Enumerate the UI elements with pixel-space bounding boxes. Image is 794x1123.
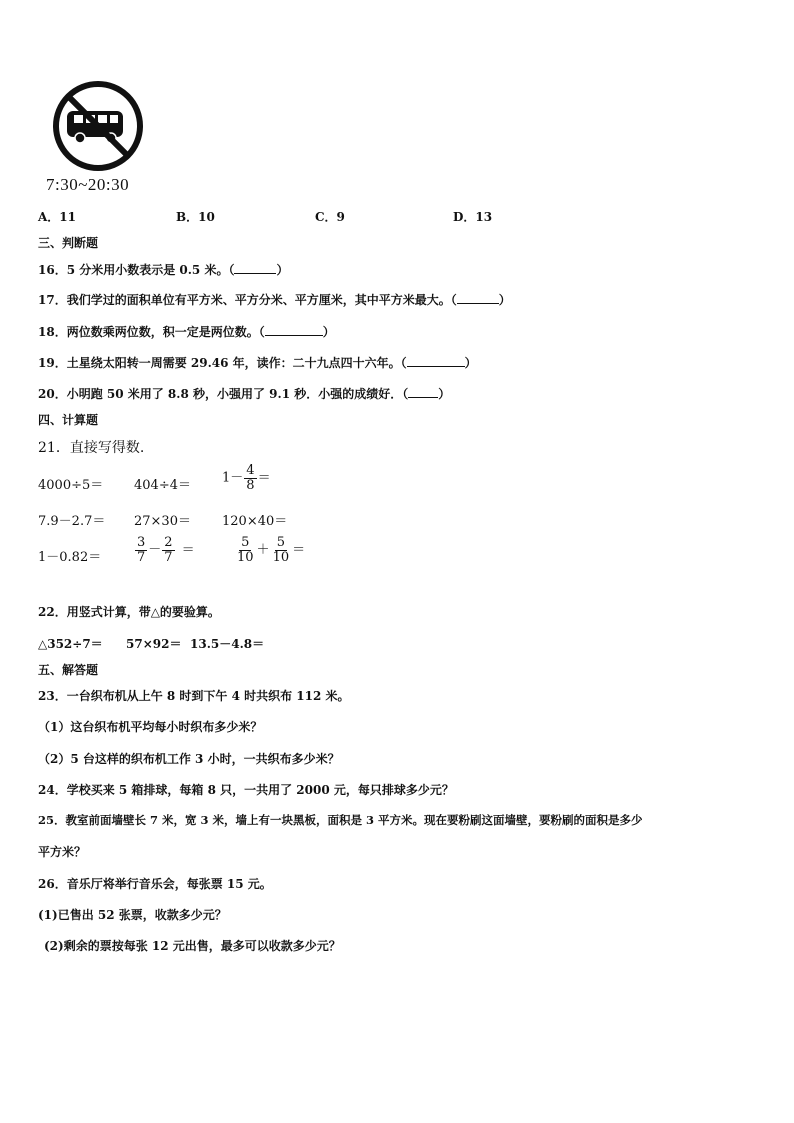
question-17: [38, 291, 511, 308]
vertical-calc-item: △352÷7＝: [38, 637, 103, 651]
numerator: 4: [246, 463, 255, 478]
denominator: 8: [246, 477, 255, 493]
answer-blank[interactable]: [234, 272, 276, 274]
question-21-title: 21．直接写得数.: [38, 440, 145, 456]
equals: ＝: [181, 542, 195, 558]
operator: ＋: [256, 542, 270, 558]
fraction: [135, 536, 147, 564]
equals: ＝: [292, 542, 306, 558]
denominator: 7: [137, 549, 146, 565]
numerator: 5: [276, 535, 285, 550]
question-18: [38, 323, 335, 340]
option-b: B．10: [176, 210, 215, 224]
calc-item-fraction: [222, 464, 271, 492]
calc-prefix: 1－: [222, 470, 244, 486]
question-23: 23．一台织布机从上午 8 时到下午 4 时共织布 112 米。: [38, 689, 350, 703]
operator: －: [148, 542, 162, 558]
question-26-part-2: (2)剩余的票按每张 12 元出售，最多可以收款多少元？: [44, 939, 341, 953]
numerator: 5: [241, 535, 250, 550]
calc-item: 4000÷5＝: [38, 478, 104, 493]
option-a: A．11: [38, 210, 77, 224]
answer-blank[interactable]: [407, 365, 465, 367]
equals: ＝: [257, 470, 271, 486]
question-18-text: 18．两位数乘两位数，积一定是两位数。（: [38, 325, 265, 339]
numerator: 3: [137, 535, 146, 550]
question-25-line-2: 平方米？: [38, 845, 87, 859]
numerator: 2: [164, 535, 173, 550]
answer-blank[interactable]: [457, 302, 499, 304]
section-heading-calculation: 四、计算题: [38, 413, 99, 427]
paren-close: ）: [276, 263, 289, 277]
question-26: 26．音乐厅将举行音乐会，每张票 15 元。: [38, 877, 272, 891]
paren-close: ）: [438, 387, 451, 401]
restriction-time: 7:30~20:30: [46, 175, 130, 194]
calc-item-fraction: [234, 536, 305, 564]
fraction: [235, 536, 256, 564]
question-20-text: 20．小明跑 50 米用了 8.8 秒，小强用了 9.1 秒．小强的成绩好．（: [38, 387, 409, 401]
question-26-part-1: (1)已售出 52 张票，收款多少元？: [38, 908, 227, 922]
answer-blank[interactable]: [408, 396, 438, 398]
denominator: 10: [272, 549, 290, 565]
option-c: C．9: [315, 210, 345, 224]
paren-close: ）: [464, 356, 477, 370]
vertical-calc-item: 13.5－4.8＝: [190, 637, 265, 651]
section-heading-judgment: 三、判断题: [38, 236, 99, 250]
calc-item: 120×40＝: [222, 514, 288, 529]
answer-blank[interactable]: [265, 334, 323, 336]
paren-close: ）: [322, 325, 335, 339]
denominator: 7: [164, 549, 173, 565]
question-23-part-1: （1）这台织布机平均每小时织布多少米？: [38, 720, 263, 734]
vertical-calc-item: 57×92＝: [126, 637, 182, 651]
calc-item: 404÷4＝: [134, 478, 191, 493]
fraction: [244, 464, 256, 492]
paren-close: ）: [498, 293, 511, 307]
section-heading-word-problems: 五、解答题: [38, 663, 99, 677]
no-bus-sign-icon: [50, 78, 146, 174]
calc-item: 1－0.82＝: [38, 550, 102, 565]
question-17-text: 17．我们学过的面积单位有平方米、平方分米、平方厘米，其中平方米最大。（: [38, 293, 457, 307]
question-19: [38, 354, 477, 371]
question-16-text: 16．5 分米用小数表示是 0.5 米。（: [38, 263, 235, 277]
question-16: [38, 261, 288, 278]
option-d: D．13: [453, 210, 493, 224]
fraction: [162, 536, 174, 564]
question-22-title: 22．用竖式计算，带△的要验算。: [38, 605, 220, 619]
question-23-part-2: （2）5 台这样的织布机工作 3 小时，一共织布多少米？: [38, 752, 340, 766]
question-20: [38, 385, 450, 402]
question-25-line-1: 25．教室前面墙壁长 7 米，宽 3 米，墙上有一块黑板，面积是 3 平方米。现在要粉刷这面墙壁，要粉刷的面积是多少: [38, 813, 643, 827]
calc-item: 7.9－2.7＝: [38, 514, 106, 529]
fraction: [271, 536, 292, 564]
denominator: 10: [237, 549, 254, 565]
calc-item: 27×30＝: [134, 514, 191, 529]
question-24: 24．学校买来 5 箱排球，每箱 8 只，一共用了 2000 元，每只排球多少元？: [38, 783, 454, 797]
calc-item-fraction: [134, 536, 195, 564]
question-19-text: 19．土星绕太阳转一周需要 29.46 年，读作：二十九点四十六年。（: [38, 356, 407, 370]
